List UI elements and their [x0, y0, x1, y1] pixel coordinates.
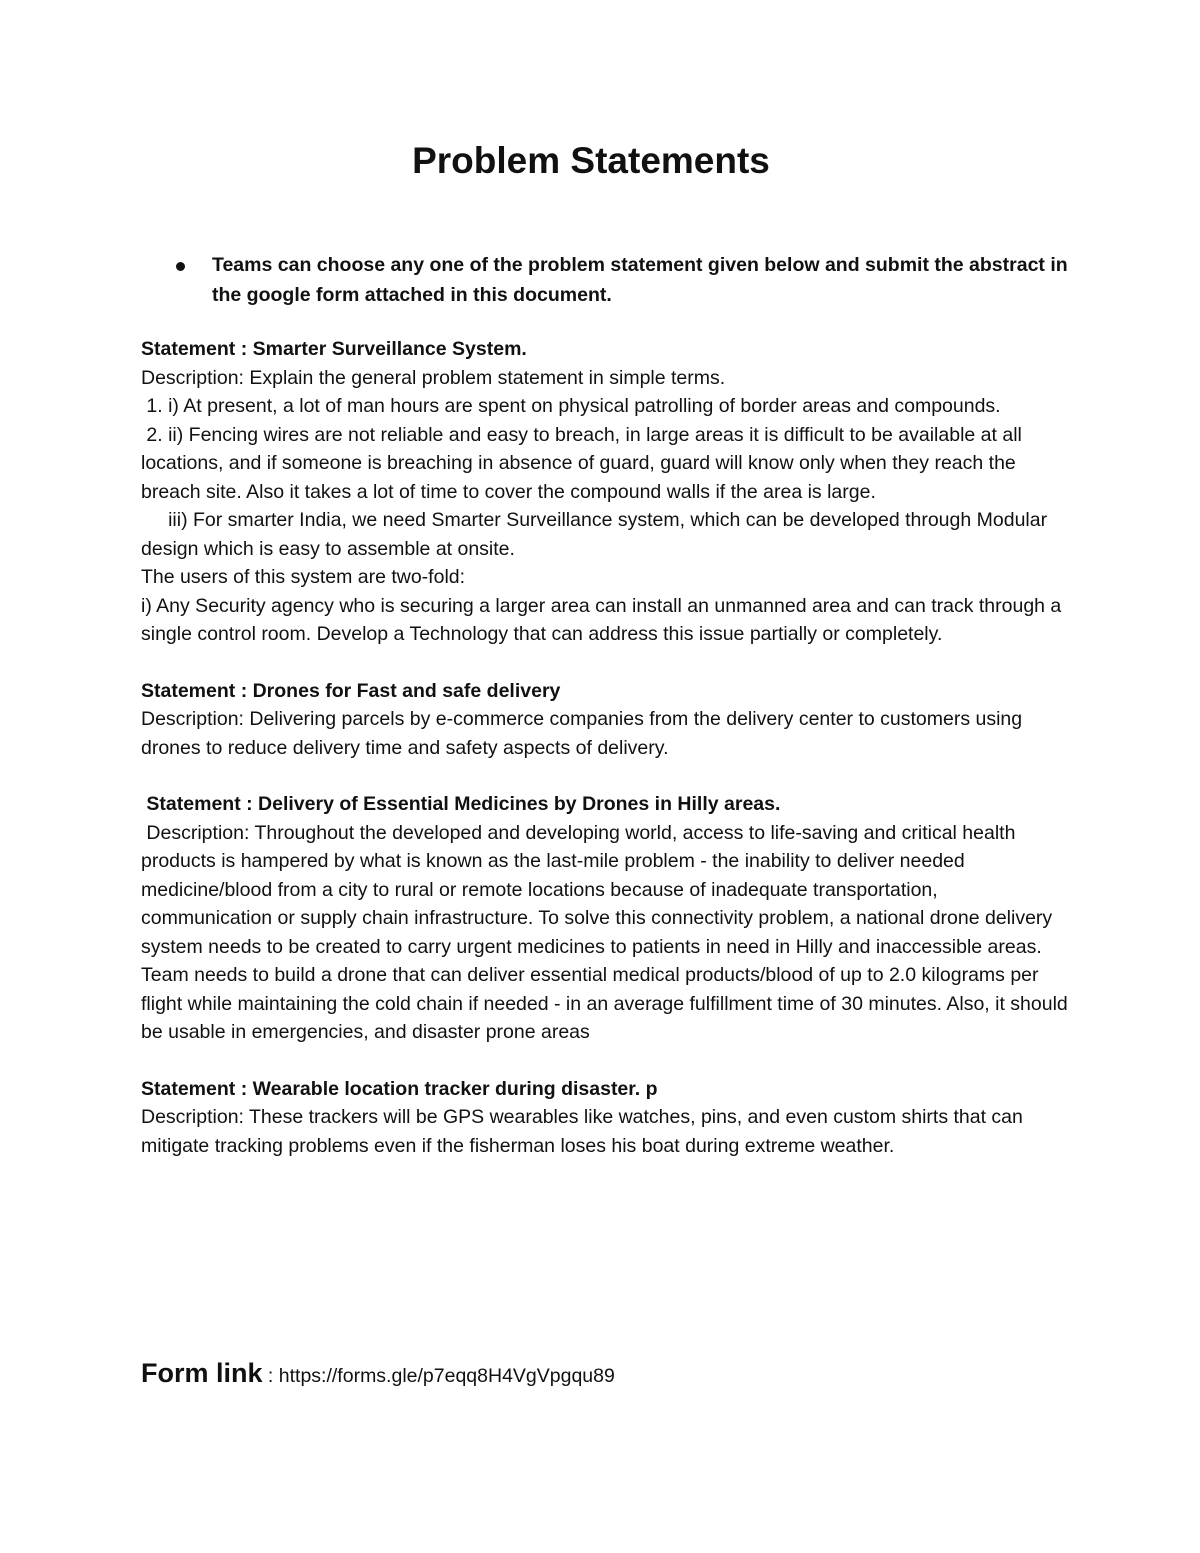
statement-line: iii) For smarter India, we need Smarter Surveillance system, which can be developed through Modular design which is easy to assemble at onsite. — [141, 509, 1053, 560]
page-title: Problem Statements — [412, 140, 770, 181]
form-link-separator: : — [262, 1365, 279, 1387]
statement-section — [141, 335, 1071, 649]
statement-line: Description: Throughout the developed and developing world, access to life-saving and critical health products is hampered by what is known as the last-mile problem - the inability to deliver needed medicine/blood from a city to rural or remote locations because of inadequate transportation, communication or supply chain infrastructure. To solve this connectivity problem, a national drone delivery system needs to be created to carry urgent medicines to patients in need in Hilly and inaccessible areas. Team needs to build a drone that can deliver essential medical products/blood of up to 2.0 kilograms per flight while maintaining the cold chain if needed - in an average fulfillment time of 30 minutes. Also, it should be usable in emergencies, and disaster prone areas — [141, 821, 1074, 1043]
statement-line: 2. ii) Fencing wires are not reliable and easy to breach, in large areas it is difficult to be available at all locations, and if someone is breaching in absence of guard, guard will know only when they reach the breach site. Also it takes a lot of time to cover the compound walls if the area is large. — [141, 423, 1028, 503]
statement-section — [141, 677, 1071, 763]
statement-section — [141, 1075, 1071, 1161]
statement-line: The users of this system are two-fold: — [141, 566, 466, 588]
statement-section — [141, 790, 1074, 1047]
statement-line: Description: These trackers will be GPS wearables like watches, pins, and even custom shirts that can mitigate tracking problems even if the fisherman loses his boat during extreme weather. — [141, 1106, 1029, 1157]
statement-heading: Statement : Smarter Surveillance System. — [141, 338, 527, 360]
form-link-url[interactable]: https://forms.gle/p7eqq8H4VgVpgqu89 — [278, 1365, 615, 1387]
form-link-row — [141, 1358, 1071, 1389]
statement-line: i) Any Security agency who is securing a larger area can install an unmanned area and can track through a single control room. Develop a Technology that can address this issue partially or completely. — [141, 594, 1067, 645]
statement-heading: Statement : Wearable location tracker during disaster. p — [141, 1077, 658, 1100]
statements-list — [141, 335, 1074, 1188]
intro-bullet-text: Teams can choose any one of the problem statement given below and submit the abstract in the google form attached in this document. — [212, 254, 1068, 306]
statement-line: 1. i) At present, a lot of man hours are spent on physical patrolling of border areas and compounds. — [141, 395, 1001, 417]
statement-heading: Statement : Delivery of Essential Medicines by Drones in Hilly areas. — [141, 793, 781, 815]
bullet-dot-icon — [176, 262, 185, 271]
statement-line: Description: Delivering parcels by e-commerce companies from the delivery center to customers using drones to reduce delivery time and safety aspects of delivery. — [141, 708, 1028, 759]
form-link-label: Form link — [141, 1358, 263, 1388]
statement-line: Description: Explain the general problem statement in simple terms. — [141, 366, 726, 389]
statement-heading: Statement : Drones for Fast and safe delivery — [141, 679, 561, 702]
